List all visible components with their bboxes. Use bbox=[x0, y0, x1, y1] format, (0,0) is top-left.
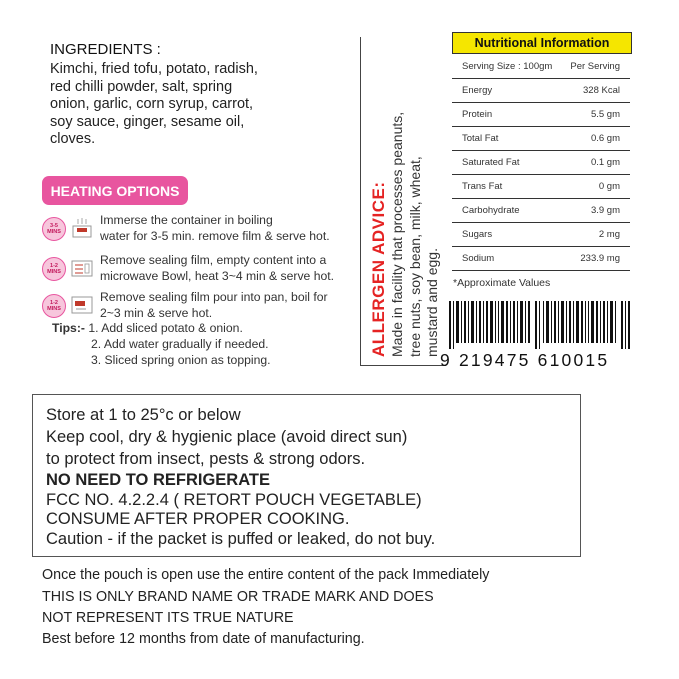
ingredients-line: cloves. bbox=[50, 131, 96, 148]
allergen-line: mustard and egg. bbox=[424, 248, 440, 357]
allergen-box bbox=[360, 37, 446, 366]
nutrition-row: Total Fat 0.6 gm bbox=[452, 126, 630, 151]
footer-line: Once the pouch is open use the entire content of the pack Immediately bbox=[42, 567, 490, 583]
heating-options-badge: HEATING OPTIONS bbox=[42, 176, 188, 205]
heating-step-text: Remove sealing film, empty content into a microwave Bowl, heat 3~4 min & serve hot. bbox=[100, 253, 335, 283]
nutrition-row: Sugars 2 mg bbox=[452, 222, 630, 247]
tips-label: Tips:- bbox=[52, 321, 85, 335]
microwave-icon bbox=[70, 256, 94, 280]
barcode-number: 9 219475 610015 bbox=[440, 350, 610, 370]
pan-icon bbox=[70, 293, 94, 317]
ingredients-title: INGREDIENTS : bbox=[50, 41, 161, 58]
ingredients-line: onion, garlic, corn syrup, carrot, bbox=[50, 96, 254, 113]
allergen-line: Made in facility that processes peanuts, bbox=[389, 111, 405, 357]
nutrition-title: Nutritional Information bbox=[452, 32, 632, 54]
nutrition-row: Serving Size : 100gm Per Serving bbox=[452, 54, 630, 79]
footer-line: NOT REPRESENT ITS TRUE NATURE bbox=[42, 610, 294, 626]
ingredients-list bbox=[50, 61, 280, 149]
allergen-advice bbox=[369, 47, 442, 357]
heating-step-text: Immerse the container in boiling water for 3-5 min. remove film & serve hot. bbox=[100, 213, 330, 243]
tips-section bbox=[52, 320, 271, 368]
nutrition-row: Sodium 233.9 mg bbox=[452, 246, 630, 271]
footer-line: THIS IS ONLY BRAND NAME OR TRADE MARK AND DOES bbox=[42, 589, 434, 605]
footer-line: Best before 12 months from date of manufacturing. bbox=[42, 631, 365, 647]
ingredients-line: soy sauce, ginger, sesame oil, bbox=[50, 113, 245, 130]
nutrition-row: Energy 328 Kcal bbox=[452, 78, 630, 103]
boiling-pot-icon bbox=[70, 216, 94, 240]
heating-step bbox=[42, 252, 372, 288]
storage-line: Keep cool, dry & hygienic place (avoid direct sun) bbox=[46, 428, 408, 446]
allergen-line: tree nuts, soy bean, milk, wheat, bbox=[406, 156, 423, 357]
nutrition-row: Trans Fat 0 gm bbox=[452, 174, 630, 199]
storage-line: Store at 1 to 25°c or below bbox=[46, 406, 241, 424]
storage-line: FCC NO. 4.2.2.4 ( RETORT POUCH VEGETABLE) bbox=[46, 491, 422, 509]
heating-step-text: Remove sealing film pour into pan, boil for 2~3 min & serve hot. bbox=[100, 290, 328, 320]
allergen-heading: ALLERGEN ADVICE: bbox=[369, 181, 388, 357]
nutrition-note: *Approximate Values bbox=[453, 277, 551, 289]
storage-line: Caution - if the packet is puffed or leaked, do not buy. bbox=[46, 530, 436, 548]
tip-item: 3. Sliced spring onion as topping. bbox=[91, 353, 271, 367]
time-badge-icon: 3-5 MINS bbox=[42, 217, 66, 241]
storage-instructions-box bbox=[32, 394, 581, 557]
storage-line: CONSUME AFTER PROPER COOKING. bbox=[46, 510, 350, 528]
tip-item: 2. Add water gradually if needed. bbox=[91, 337, 269, 351]
time-badge-icon: 1-2 MINS bbox=[42, 294, 66, 318]
heating-step bbox=[42, 212, 372, 248]
tip-item: 1. Add sliced potato & onion. bbox=[88, 321, 243, 335]
nutrition-row: Carbohydrate 3.9 gm bbox=[452, 198, 630, 223]
time-badge-icon: 1-2 MINS bbox=[42, 257, 66, 281]
storage-line: to protect from insect, pests & strong odors. bbox=[46, 450, 366, 468]
barcode-icon bbox=[447, 301, 631, 349]
ingredients-line: red chilli powder, salt, spring bbox=[50, 78, 233, 95]
nutrition-row: Saturated Fat 0.1 gm bbox=[452, 150, 630, 175]
ingredients-line: Kimchi, fried tofu, potato, radish, bbox=[50, 61, 258, 77]
nutrition-row: Protein 5.5 gm bbox=[452, 102, 630, 127]
storage-line: NO NEED TO REFRIGERATE bbox=[46, 471, 270, 489]
